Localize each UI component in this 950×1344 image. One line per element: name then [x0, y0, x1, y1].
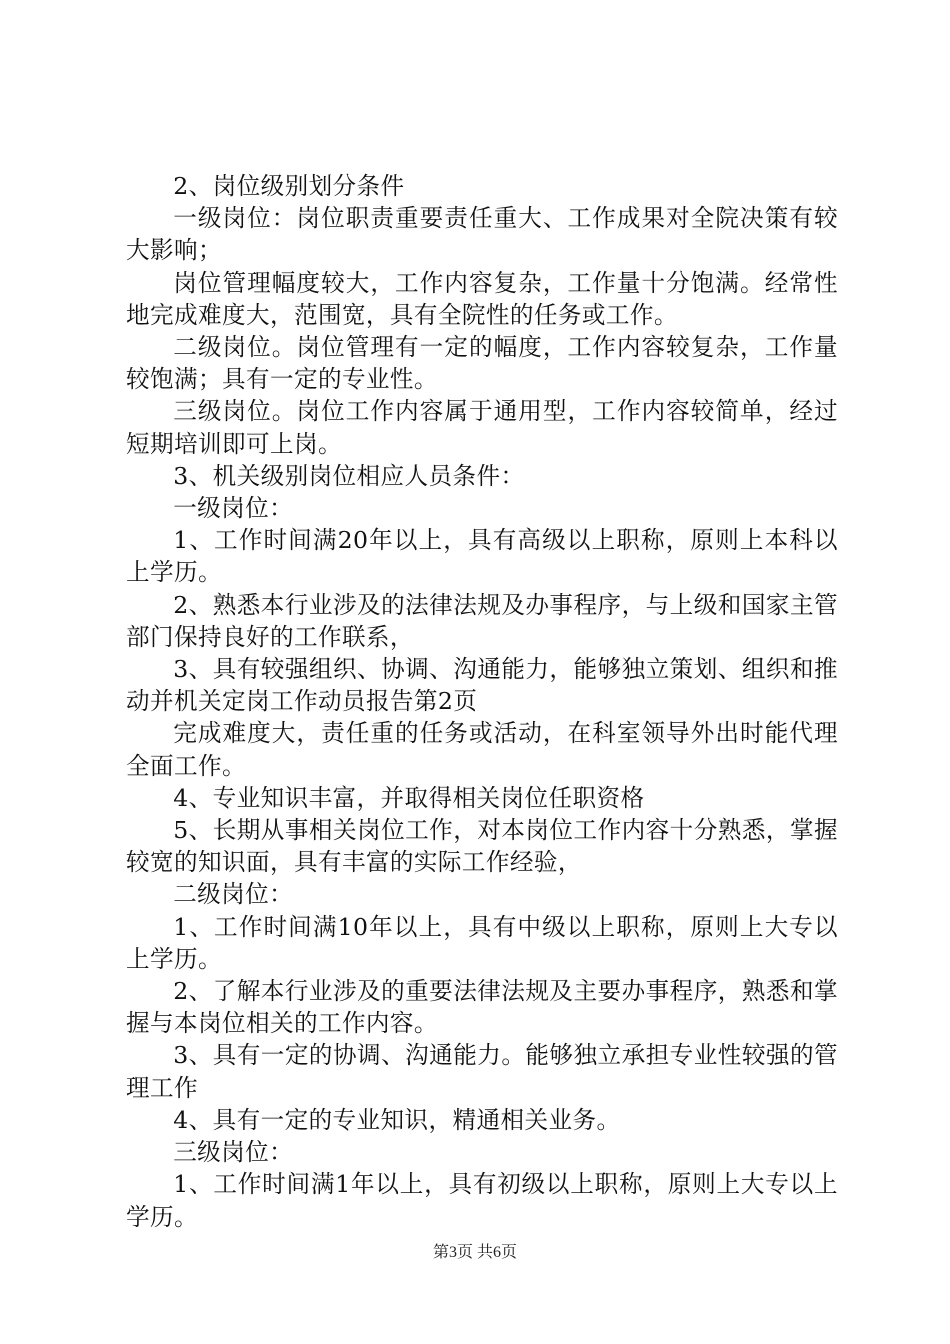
paragraph: 三级岗位：: [173, 1138, 294, 1167]
paragraph: 二级岗位。岗位管理有一定的幅度，工作内容较复杂，工作量较饱满；具有一定的专业性。: [126, 333, 838, 394]
paragraph: 2、岗位级别划分条件: [173, 172, 405, 200]
paragraph: 2、了解本行业涉及的重要法律法规及主要办事程序，熟悉和掌握与本岗位相关的工作内容。: [126, 977, 838, 1038]
paragraph: 5、长期从事相关岗位工作，对本岗位工作内容十分熟悉，掌握较宽的知识面，具有丰富的实际工作经验，: [126, 816, 838, 877]
paragraph: 3、具有一定的协调、沟通能力。能够独立承担专业性较强的管理工作: [126, 1041, 838, 1102]
page-number-footer: 第3页 共6页: [432, 1244, 517, 1261]
paragraph: 岗位管理幅度较大，工作内容复杂，工作量十分饱满。经常性地完成难度大，范围宽，具有全院性的任务或工作。: [126, 268, 838, 329]
paragraph: 3、具有较强组织、协调、沟通能力，能够独立策划、组织和推动并机关定岗工作动员报告第2页: [126, 655, 838, 716]
paragraph: 1、工作时间满1年以上，具有初级以上职称，原则上大专以上学历。: [126, 1170, 838, 1231]
paragraph: 3、机关级别岗位相应人员条件：: [173, 461, 525, 490]
paragraph: 1、工作时间满20年以上，具有高级以上职称，原则上本科以上学历。: [126, 526, 838, 587]
paragraph: 一级岗位：岗位职责重要责任重大、工作成果对全院决策有较大影响；: [126, 204, 838, 265]
paragraph: 4、具有一定的专业知识，精通相关业务。: [173, 1105, 621, 1134]
paragraph: 1、工作时间满10年以上，具有中级以上职称，原则上大专以上学历。: [126, 912, 838, 973]
paragraph: 4、专业知识丰富，并取得相关岗位任职资格: [173, 783, 645, 812]
paragraph: 完成难度大，责任重的任务或活动，在科室领导外出时能代理全面工作。: [126, 719, 838, 780]
paragraph: 一级岗位：: [173, 494, 294, 523]
paragraph: 2、熟悉本行业涉及的法律法规及办事程序，与上级和国家主管部门保持良好的工作联系，: [126, 590, 838, 651]
paragraph: 三级岗位。岗位工作内容属于通用型，工作内容较简单，经过短期培训即可上岗。: [126, 397, 838, 458]
paragraph: 二级岗位：: [173, 880, 294, 909]
document-body: [126, 170, 838, 1233]
